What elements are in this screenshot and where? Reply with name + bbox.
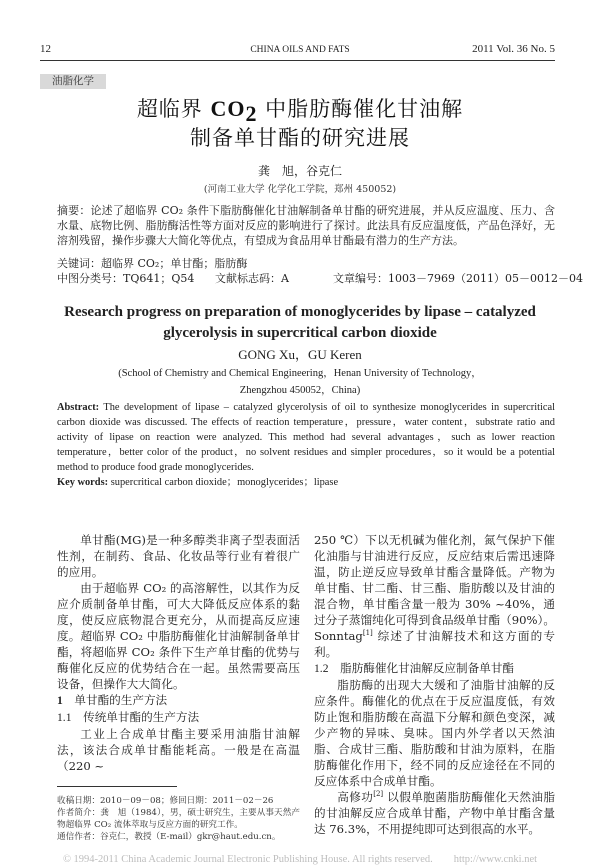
copyright-notice: © 1994-2011 China Academic Journal Electronic Publishing House. All rights reserved. http://www.cnki.net	[62, 854, 538, 865]
subsection-heading	[57, 709, 300, 726]
body-left-column	[57, 532, 300, 843]
citation-ref[interactable]: [1]	[362, 629, 373, 638]
authors-cn: 龚 旭，谷克仁	[257, 164, 342, 178]
title-cn-line2: 制备单甘酯的研究进展	[190, 126, 410, 150]
paragraph-text: 高修功	[337, 790, 374, 804]
affiliation-en-line1: (School of Chemistry and Chemical Engineering，Henan University of Technology，	[118, 368, 482, 379]
paragraph: 工业上合成单甘酯主要采用油脂甘油解法，该法合成单甘酯能耗高。一般是在高温（220 ~	[57, 727, 300, 773]
title-text: 中脂肪酶催化甘油解	[257, 97, 464, 121]
title-en-line2: glycerolysis in supercritical carbon dioxide	[163, 325, 437, 341]
abstract-cn-text: 论述了超临界 CO₂ 条件下脂肪酶催化甘油解制备单甘酯的研究进展，并从反应温度、压力、含水量、底物比例、脂肪酶活性等方面对反应的影响进行了探讨。此法具有反应温度低，产品色泽好，无溶剂残留，操作步骤大大简化等优点，有望成为食品用单甘酯最有潜力的生产方法。	[57, 204, 555, 247]
clc-number: 中图分类号：TQ641；Q54	[57, 272, 195, 285]
paragraph: 脂肪酶的出现大大缓和了油脂甘油解的反应条件。酶催化的优点在于反应温度低，有效防止饱和脂肪酸在高温下分解和颜色变深，减少产物的异味、臭味。国内外学者以天然油脂、合成甘三酯、脂肪酸和甘油为原料，在脂肪酶催化作用下，经不同的反应途径在不同的反应体系中合成单甘酯。	[314, 678, 555, 788]
section-heading	[57, 692, 300, 709]
citation-ref[interactable]: [2]	[373, 790, 384, 799]
keywords-cn-text: 超临界 CO₂；单甘酯；脂肪酶	[101, 257, 248, 270]
abstract-en-label: Abstract:	[57, 402, 100, 413]
two-column-body	[57, 532, 555, 843]
footnote-author-bio: 作者简介：龚 旭（1984），男，硕士研究生，主要从事天然产物超临界 CO₂ 流体萃取与反应方面的研究工作。	[57, 808, 300, 830]
paragraph	[314, 532, 555, 660]
document-code: 文献标志码：A	[215, 272, 289, 285]
keywords-cn	[57, 256, 555, 271]
paragraph	[314, 789, 555, 837]
affiliation-cn: (河南工业大学 化学化工学院，郑州 450052)	[203, 184, 397, 195]
title-cn-line1	[0, 94, 600, 127]
paragraph: 单甘酯(MG)是一种多醇类非离子型表面活性剂，在制药、食品、化妆品等行业有着很广的应用。	[57, 533, 300, 579]
header-rule	[40, 60, 555, 61]
footnote-correspondence: 通信作者：谷克仁，教授（E-mail）gkr@haut.edu.cn。	[57, 832, 281, 842]
keywords-en	[57, 475, 555, 490]
classification-row	[57, 271, 583, 286]
keywords-cn-label: 关键词：	[57, 257, 101, 270]
section-title: 单甘酯的生产方法	[74, 693, 168, 707]
abstract-en-text: The development of lipase – catalyzed glycerolysis of oil to synthesize monoglycerides in supercritical carbon dioxide was discussed. The effects of reaction temperature，pressure，water content，substrate ratio and activity of lipase on reaction were analyzed. This method had several advantages，such as lower reaction temperature，better color of the product，no solvent residues and simpler procedures，so it would be a potential method to produce food grade monoglycerides.	[57, 402, 555, 473]
body-right-column	[314, 532, 555, 837]
title-sub: 2	[245, 101, 258, 127]
section-title: 传统单甘酯的生产方法	[83, 710, 200, 724]
article-number: 文章编号：1003－7969（2011）05－0012－04	[333, 272, 583, 285]
abstract-cn	[57, 203, 555, 248]
page-number: 12	[40, 43, 51, 55]
keywords-en-text: supercritical carbon dioxide；monoglycerides；lipase	[110, 477, 339, 488]
article-body	[0, 94, 600, 867]
authors-en: GONG Xu，GU Keren	[238, 347, 362, 362]
paragraph-text: 以假单胞菌脂肪酶催化天然油脂的甘油解反应合成单甘酯，产物中单甘酯含量达 76.3%，不用提纯即可达到很高的水平。	[314, 790, 555, 836]
section-tag: 油脂化学	[40, 74, 106, 89]
title-text: 超临界	[136, 97, 211, 121]
affiliation-en-line2: Zhengzhou 450052，China)	[239, 385, 361, 396]
section-number: 1.2	[314, 662, 329, 675]
issue-info: 2011 Vol. 36 No. 5	[472, 43, 555, 55]
paragraph-text: 综述了甘油解技术和这方面的专利。	[314, 629, 555, 659]
section-number: 1	[57, 694, 63, 707]
section-number: 1.1	[57, 711, 72, 724]
footnote-rule	[57, 786, 177, 787]
abstract-cn-label: 摘要：	[57, 204, 91, 217]
title-chem: CO	[210, 96, 246, 121]
journal-name: CHINA OILS AND FATS	[250, 45, 350, 55]
footnote-received: 收稿日期：2010－09－08；修回日期：2011－02－26	[57, 796, 274, 806]
paragraph-text: 250 ℃）下以无机碱为催化剂，氮气保护下催化油脂与甘油进行反应，反应结束后需迅速降温，防止逆反应导致单甘酯含量降低。产物为单甘酯、甘二酯、甘三酯、脂肪酸以及甘油的混合物，单甘酯含量一般为 30% ~40%，通过分子蒸馏纯化可得到食品级单甘酯（90%）。Sonntag	[314, 533, 555, 643]
section-title: 脂肪酶催化甘油解反应制备单甘酯	[340, 661, 515, 675]
keywords-en-label: Key words:	[57, 477, 109, 488]
paragraph: 由于超临界 CO₂ 的高溶解性，以其作为反应介质制备单甘酯，可大大降低反应体系的黏度，使反应底物混合更充分，从而提高反应速度。超临界 CO₂ 中脂肪酶催化甘油解制备单甘酯，将超临界 CO₂ 条件下生产单甘酯的优势与酶催化反应的优势结合在一起。虽然需要高压设备，但操作大大简化。	[57, 581, 300, 691]
title-en-line1: Research progress on preparation of monoglycerides by lipase – catalyzed	[64, 304, 536, 320]
subsection-heading	[314, 660, 555, 677]
abstract-en	[57, 400, 555, 475]
